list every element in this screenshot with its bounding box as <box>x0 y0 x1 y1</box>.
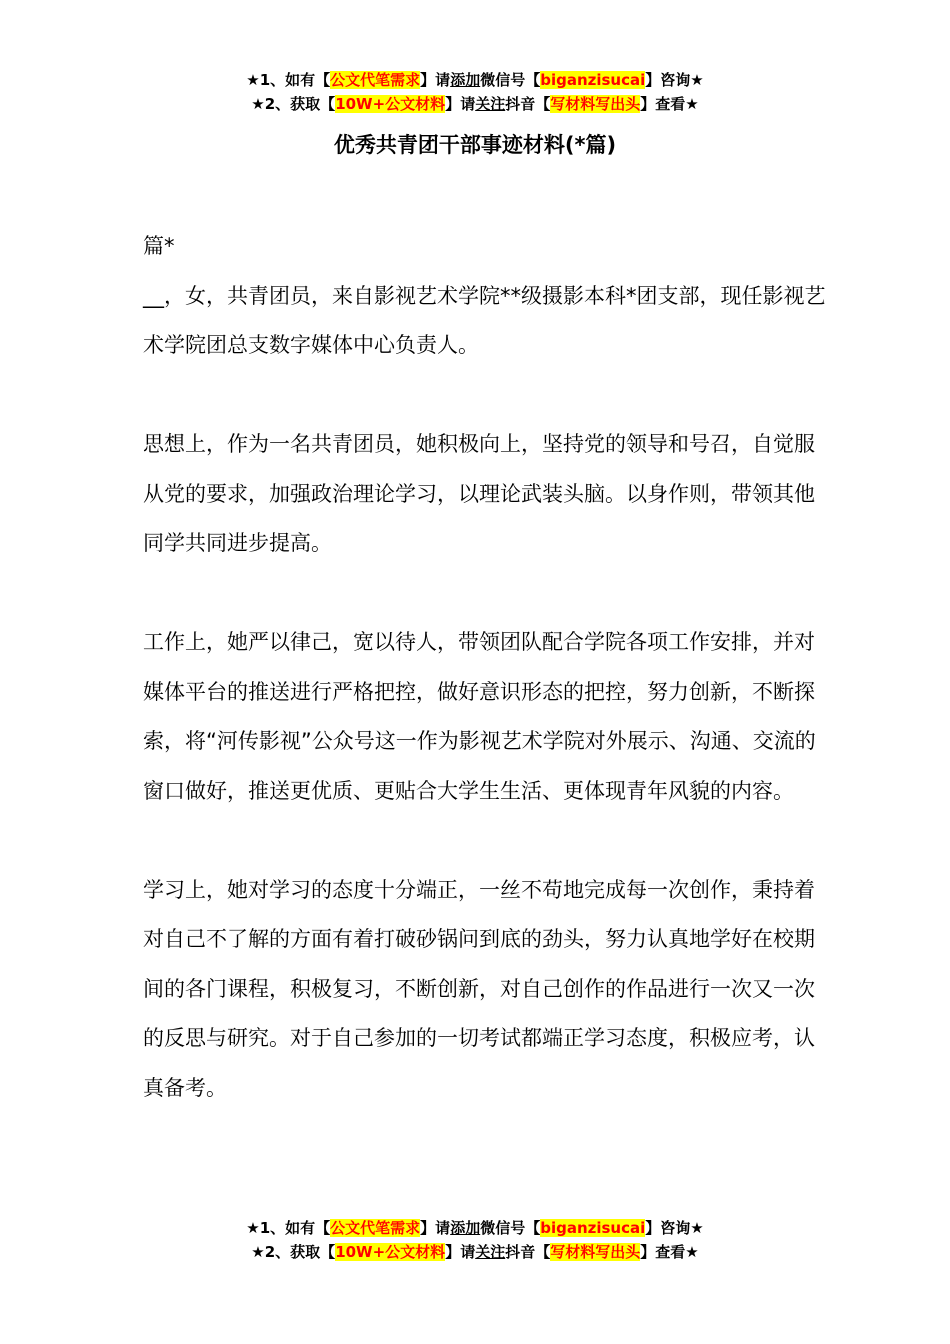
banner-text: 】咨询★ <box>645 1219 704 1237</box>
section-label: 篇* <box>143 234 175 258</box>
paragraph: 工作上，她严以律己，宽以待人，带领团队配合学院各项工作安排，并对媒体平台的推送进行严格把控，做好意识形态的把控，努力创新，不断探索，将“河传影视”公众号这一作为影视艺术学院对外展示、沟通、交流的窗口做好，推送更优质、更贴合大学生生活、更体现青年风貌的内容。 <box>143 630 816 803</box>
banner-text: 】请 <box>420 1219 451 1237</box>
banner-highlight: 10W+公文材料 <box>335 1243 446 1261</box>
banner-highlight: 公文代笔需求 <box>330 1219 421 1237</box>
banner-highlight: 公文代笔需求 <box>330 71 421 89</box>
banner-underlined-text: 添加 <box>450 1219 481 1237</box>
banner-underlined-text: 关注 <box>475 1243 506 1261</box>
footer-banner <box>0 1216 950 1264</box>
banner-line-1 <box>0 1216 950 1240</box>
banner-line-2 <box>0 1240 950 1264</box>
banner-text: 】查看★ <box>640 95 699 113</box>
banner-text: 】请 <box>420 71 451 89</box>
banner-highlight: 10W+公文材料 <box>335 95 446 113</box>
banner-text: 抖音【 <box>505 95 551 113</box>
header-banner <box>0 68 950 116</box>
banner-text: ★2、获取【 <box>251 95 336 113</box>
banner-text: 】查看★ <box>640 1243 699 1261</box>
banner-text: 微信号【 <box>480 71 541 89</box>
banner-highlight: 写材料写出头 <box>550 95 641 113</box>
banner-highlight: biganzisucai <box>540 71 646 89</box>
paragraph: 思想上，作为一名共青团员，她积极向上，坚持党的领导和号召，自觉服从党的要求，加强政治理论学习，以理论武装头脑。以身作则，带领其他同学共同进步提高。 <box>143 432 815 555</box>
banner-text: ★1、如有【 <box>246 71 331 89</box>
banner-highlight: biganzisucai <box>540 1219 646 1237</box>
banner-text: 】请 <box>445 1243 476 1261</box>
paragraph: __，女，共青团员，来自影视艺术学院**级摄影本科*团支部，现任影视艺术学院团总支数字媒体中心负责人。 <box>143 283 826 357</box>
banner-line-2 <box>0 92 950 116</box>
banner-text: 抖音【 <box>505 1243 551 1261</box>
banner-highlight: 写材料写出头 <box>550 1243 641 1261</box>
banner-underlined-text: 添加 <box>450 71 481 89</box>
paragraph: 学习上，她对学习的态度十分端正，一丝不苟地完成每一次创作，秉持着对自己不了解的方面有着打破砂锅问到底的劲头，努力认真地学好在校期间的各门课程，积极复习，不断创新，对自己创作的作品进行一次又一次的反思与研究。对于自己参加的一切考试都端正学习态度，积极应考，认真备考。 <box>143 877 815 1100</box>
document-body <box>143 222 833 1163</box>
banner-text: 微信号【 <box>480 1219 541 1237</box>
banner-text: 】请 <box>445 95 476 113</box>
document-title: 优秀共青团干部事迹材料(*篇) <box>333 133 617 157</box>
banner-text: 】咨询★ <box>645 71 704 89</box>
banner-underlined-text: 关注 <box>475 95 506 113</box>
banner-text: ★2、获取【 <box>251 1243 336 1261</box>
banner-line-1 <box>0 68 950 92</box>
banner-text: ★1、如有【 <box>246 1219 331 1237</box>
